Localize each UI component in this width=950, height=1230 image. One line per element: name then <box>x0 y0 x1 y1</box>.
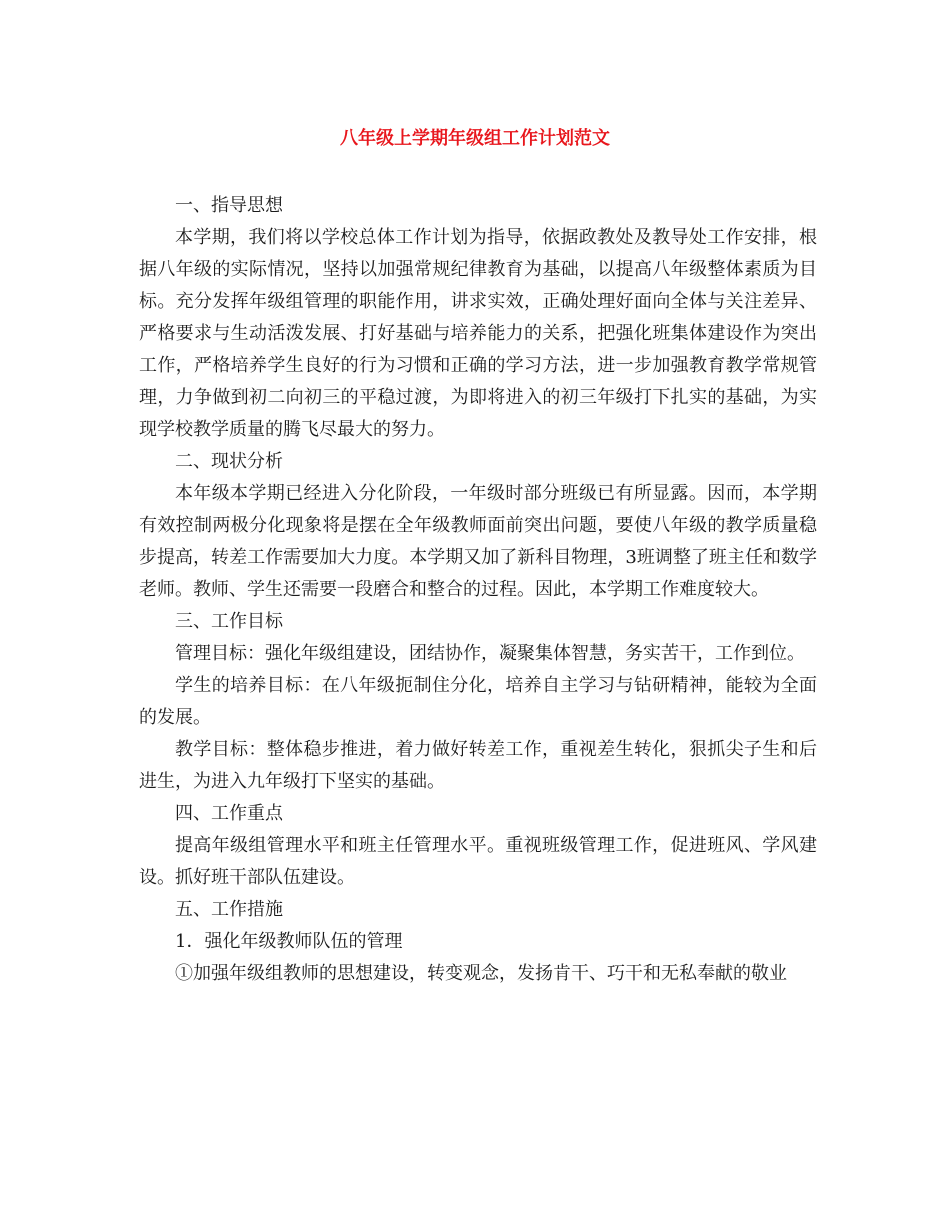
paragraph-work-focus: 提高年级组管理水平和班主任管理水平。重视班级管理工作，促进班风、学风建设。抓好班干部队伍建设。 <box>139 835 817 888</box>
document-body <box>139 190 817 990</box>
section-heading-work-focus: 四、工作重点 <box>175 803 283 824</box>
document-title: 八年级上学期年级组工作计划范文 <box>340 128 610 149</box>
paragraph-student-goal: 学生的培养目标：在八年级扼制住分化，培养自主学习与钻研精神，能较为全面的发展。 <box>139 675 817 728</box>
section-heading-guiding-ideology: 一、指导思想 <box>175 195 283 216</box>
section-heading-work-goals: 三、工作目标 <box>175 611 283 632</box>
section-heading-status-analysis: 二、现状分析 <box>175 451 283 472</box>
subheading-teacher-team-management: 1．强化年级教师队伍的管理 <box>175 931 403 952</box>
paragraph-status-analysis: 本年级本学期已经进入分化阶段，一年级时部分班级已有所显露。因而，本学期有效控制两极分化现象将是摆在全年级教师面前突出问题，要使八年级的教学质量稳步提高，转差工作需要加大力度。本学期又加了新科目物理，3班调整了班主任和数学老师。教师、学生还需要一段磨合和整合的过程。因此，本学期工作难度较大。 <box>139 483 817 600</box>
paragraph-guiding-ideology: 本学期，我们将以学校总体工作计划为指导，依据政教处及教导处工作安排，根据八年级的实际情况，坚持以加强常规纪律教育为基础，以提高八年级整体素质为目标。充分发挥年级组管理的职能作用，讲求实效，正确处理好面向全体与关注差异、严格要求与生动活泼发展、打好基础与培养能力的关系，把强化班集体建设作为突出工作，严格培养学生良好的行为习惯和正确的学习方法，进一步加强教育教学常规管理，力争做到初二向初三的平稳过渡，为即将进入的初三年级打下扎实的基础，为实现学校教学质量的腾飞尽最大的努力。 <box>139 227 817 440</box>
paragraph-teaching-goal: 教学目标：整体稳步推进，着力做好转差工作，重视差生转化，狠抓尖子生和后进生，为进入九年级打下坚实的基础。 <box>139 739 817 792</box>
section-heading-work-measures: 五、工作措施 <box>175 899 283 920</box>
paragraph-teacher-ideology: ①加强年级组教师的思想建设，转变观念，发扬肯干、巧干和无私奉献的敬业 <box>175 963 787 984</box>
paragraph-management-goal: 管理目标：强化年级组建设，团结协作，凝聚集体智慧，务实苦干，工作到位。 <box>175 643 805 664</box>
